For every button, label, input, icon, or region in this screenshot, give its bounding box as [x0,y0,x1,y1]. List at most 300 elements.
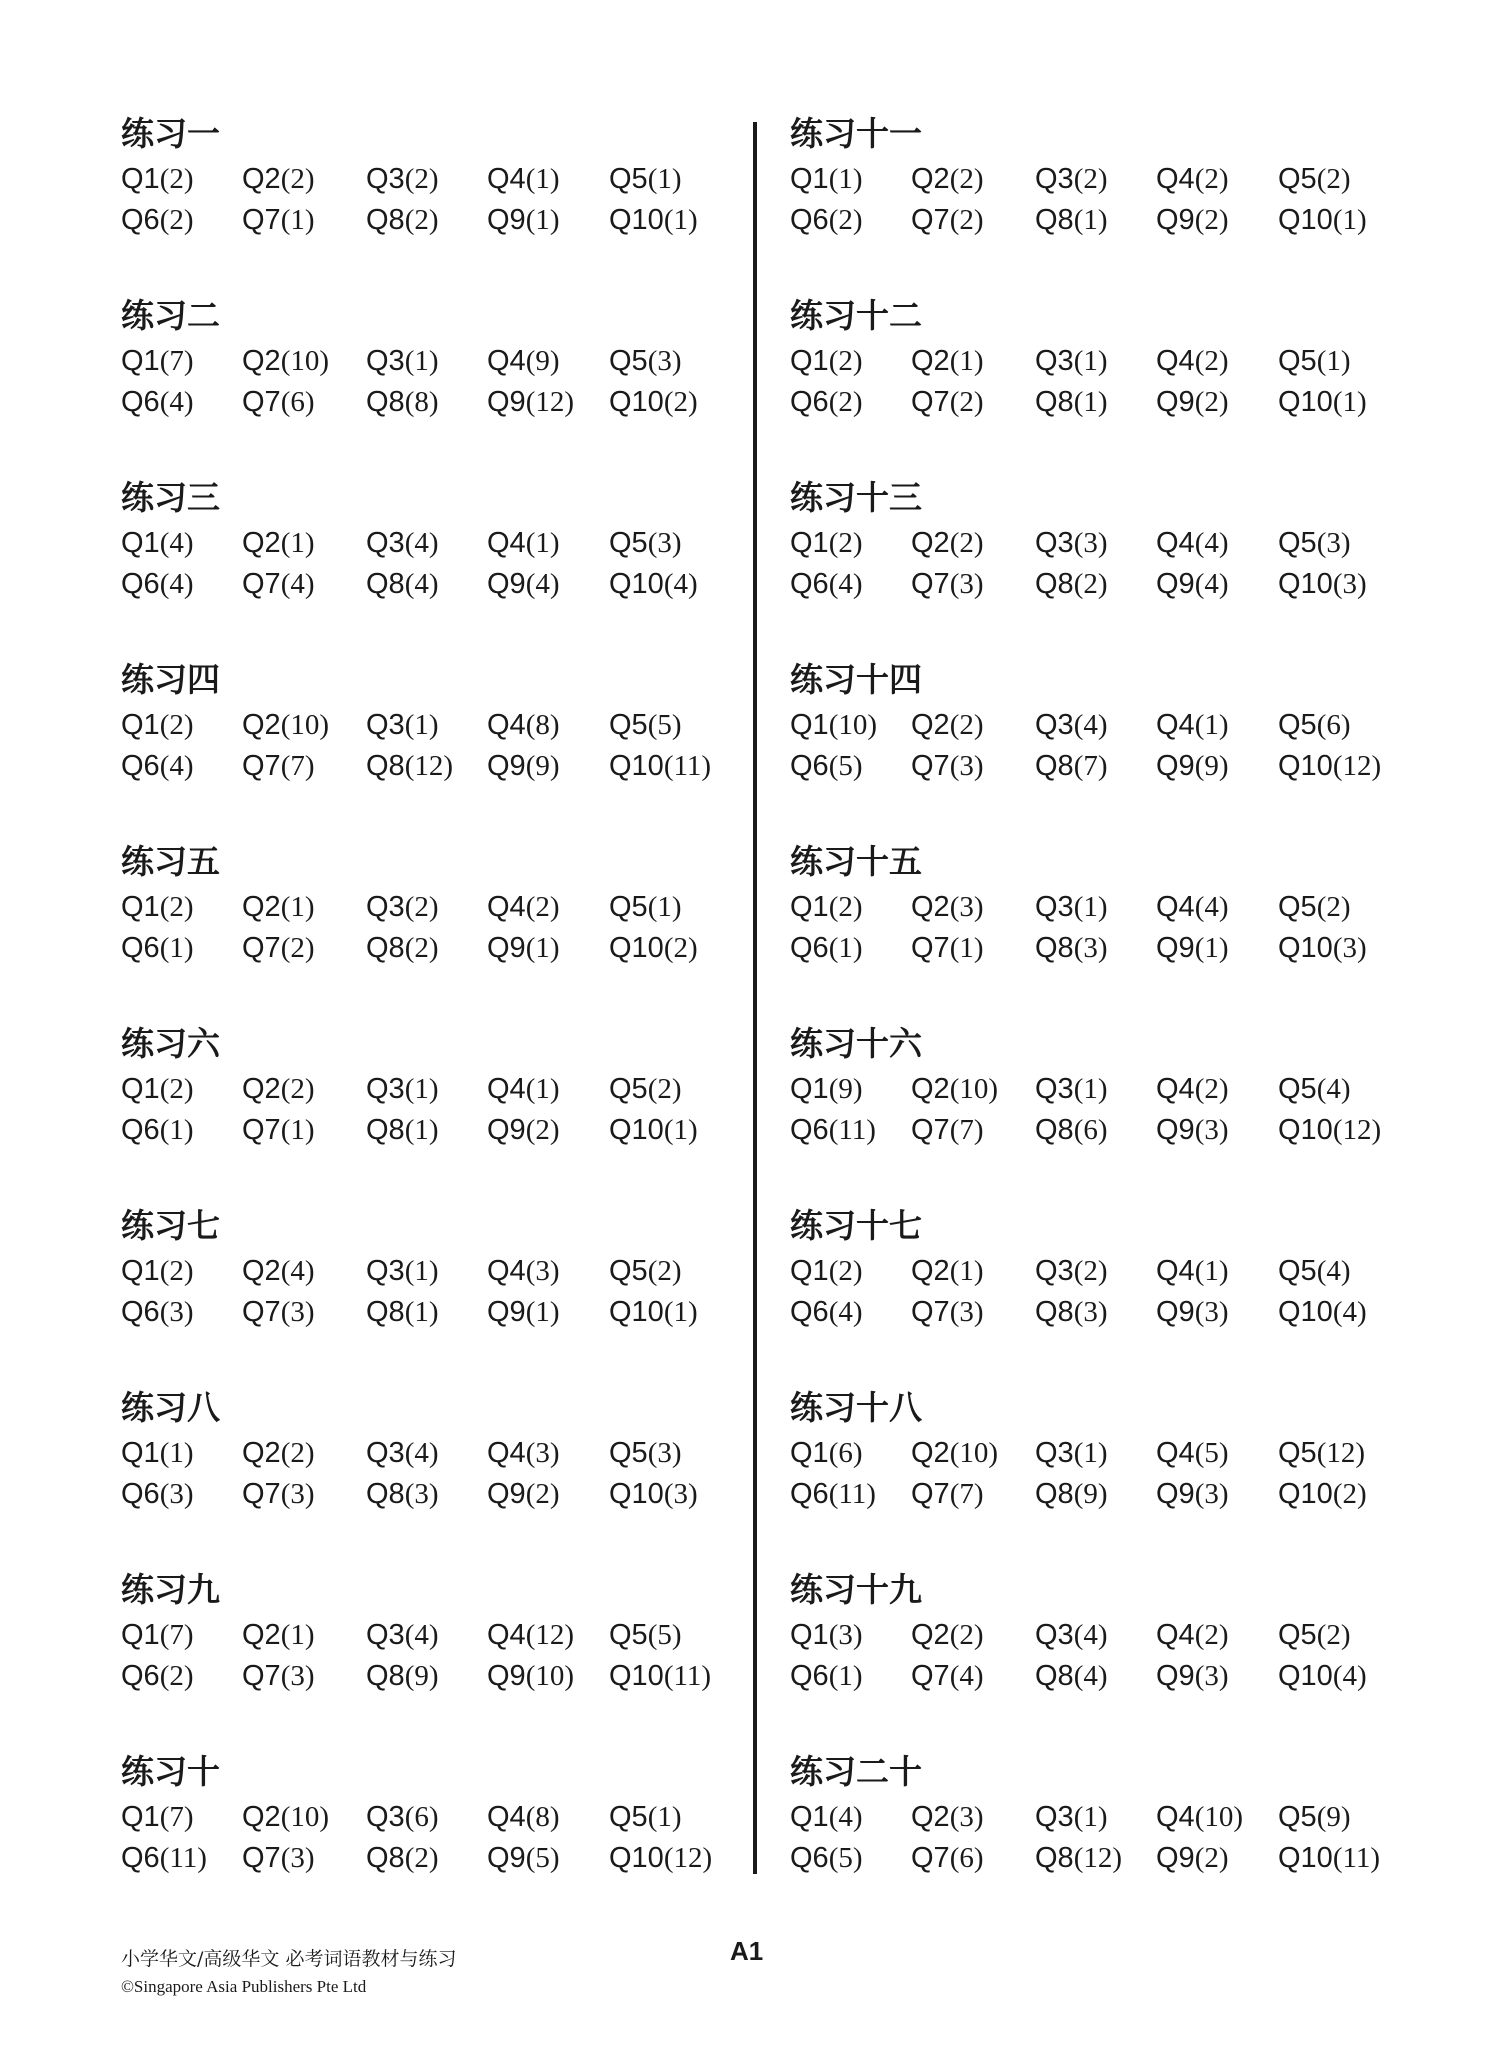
answer-cell [487,1291,609,1332]
answer-value: (2) [949,386,984,418]
answer-value: (5) [828,750,863,782]
question-label: Q8 [1035,1114,1074,1146]
question-label: Q1 [790,1801,829,1833]
question-label: Q1 [121,1619,160,1651]
answer-value: (8) [525,709,560,741]
exercise-block [121,110,761,292]
exercise-block [121,1020,761,1202]
answer-value: (1) [1194,1255,1229,1287]
question-label: Q1 [121,345,160,377]
exercise-title: 练习十九 [790,1570,922,1609]
question-label: Q8 [1035,750,1074,782]
answer-value: (4) [949,1660,984,1692]
answer-cell [366,340,487,381]
question-label: Q5 [1278,1073,1317,1105]
answer-grid [790,1068,1430,1150]
answer-value: (2) [280,163,315,195]
answer-cell [242,1291,366,1332]
answer-value: (1) [525,163,560,195]
question-label: Q4 [487,891,526,923]
question-label: Q6 [790,386,829,418]
answer-cell [121,158,242,199]
answer-cell [366,1655,487,1696]
question-label: Q1 [790,891,829,923]
answer-cell [242,199,366,240]
question-label: Q3 [1035,527,1074,559]
answer-value: (1) [1073,345,1108,377]
question-label: Q3 [366,1255,405,1287]
question-label: Q8 [366,1478,405,1510]
answer-value: (9) [525,345,560,377]
answer-value: (6) [404,1801,439,1833]
answer-value: (10) [280,709,330,741]
answer-value: (2) [280,1437,315,1469]
answer-value: (1) [828,1660,863,1692]
answer-cell [911,1432,1035,1473]
question-label: Q5 [609,163,648,195]
question-label: Q8 [1035,204,1074,236]
question-label: Q5 [609,1255,648,1287]
answer-value: (12) [1332,750,1382,782]
answer-value: (5) [525,1842,560,1874]
answer-cell [609,1614,730,1655]
answer-value: (1) [647,891,682,923]
answer-cell [1278,927,1399,968]
answer-value: (2) [1316,1619,1351,1651]
question-label: Q2 [911,709,950,741]
answer-cell [487,563,609,604]
answer-cell [790,340,911,381]
question-label: Q9 [487,204,526,236]
question-label: Q4 [1156,163,1195,195]
exercise-title: 练习九 [121,1570,220,1609]
question-label: Q10 [609,1842,664,1874]
answer-value: (4) [159,750,194,782]
question-label: Q1 [790,1437,829,1469]
question-label: Q1 [121,1801,160,1833]
answer-cell [242,522,366,563]
answer-value: (3) [1073,527,1108,559]
question-label: Q9 [1156,750,1195,782]
answer-cell [121,1250,242,1291]
answer-cell [790,1250,911,1291]
answer-cell [1035,563,1156,604]
answer-cell [1278,1068,1399,1109]
exercise-title: 练习十五 [790,842,922,881]
answer-cell [242,1614,366,1655]
answer-value: (7) [1073,750,1108,782]
answer-value: (1) [525,932,560,964]
question-label: Q8 [1035,1842,1074,1874]
answer-cell [1035,704,1156,745]
answer-value: (1) [663,1296,698,1328]
question-label: Q4 [487,1619,526,1651]
question-label: Q10 [1278,568,1333,600]
answer-cell [366,199,487,240]
answer-cell [366,1250,487,1291]
question-label: Q6 [121,568,160,600]
answer-value: (1) [1316,345,1351,377]
answer-value: (1) [159,1114,194,1146]
answer-grid [790,1250,1430,1332]
answer-cell [790,704,911,745]
answer-cell [366,1473,487,1514]
answer-value: (12) [404,750,454,782]
answer-grid [121,1796,761,1878]
answer-value: (1) [828,163,863,195]
question-label: Q5 [1278,891,1317,923]
answer-value: (10) [1194,1801,1244,1833]
answer-value: (2) [828,527,863,559]
question-label: Q4 [1156,709,1195,741]
answer-value: (6) [949,1842,984,1874]
answer-cell [1035,1109,1156,1150]
answer-cell [1156,1473,1278,1514]
answer-value: (4) [828,1801,863,1833]
answer-value: (3) [525,1255,560,1287]
answer-cell [121,522,242,563]
question-label: Q3 [366,163,405,195]
answer-value: (2) [1194,204,1229,236]
answer-value: (10) [280,345,330,377]
answer-value: (1) [1332,386,1367,418]
answer-cell [1278,745,1399,786]
answer-cell [609,381,730,422]
answer-cell [1035,1068,1156,1109]
answer-cell [242,1109,366,1150]
question-label: Q1 [121,527,160,559]
answer-value: (4) [1316,1073,1351,1105]
answer-value: (10) [280,1801,330,1833]
question-label: Q5 [609,1801,648,1833]
answer-cell [1278,1837,1399,1878]
answer-value: (1) [280,204,315,236]
question-label: Q7 [242,1296,281,1328]
exercise-block [790,110,1430,292]
answer-cell [1156,381,1278,422]
page-number: A1 [730,1936,764,1966]
answer-value: (1) [663,1114,698,1146]
answer-value: (2) [949,709,984,741]
answer-value: (2) [159,1073,194,1105]
answer-value: (2) [663,386,698,418]
answer-value: (2) [404,1842,439,1874]
answer-value: (3) [280,1296,315,1328]
exercise-title: 练习十七 [790,1206,922,1245]
answer-cell [1156,522,1278,563]
question-label: Q8 [1035,386,1074,418]
question-label: Q4 [487,1437,526,1469]
exercise-title: 练习十三 [790,478,922,517]
exercise-block [790,656,1430,838]
right-column [790,110,1430,1930]
answer-cell [487,886,609,927]
answer-grid [790,1614,1430,1696]
question-label: Q7 [242,1842,281,1874]
question-label: Q9 [487,932,526,964]
question-label: Q5 [609,527,648,559]
question-label: Q7 [911,1114,950,1146]
question-label: Q4 [487,1073,526,1105]
answer-cell [1035,522,1156,563]
answer-grid [790,1796,1430,1878]
question-label: Q7 [911,1660,950,1692]
answer-cell [609,1655,730,1696]
question-label: Q10 [609,568,664,600]
answer-cell [790,1432,911,1473]
answer-value: (4) [1194,527,1229,559]
answer-cell [1156,1250,1278,1291]
question-label: Q8 [366,1842,405,1874]
question-label: Q7 [911,568,950,600]
answer-value: (9) [1316,1801,1351,1833]
question-label: Q9 [1156,1842,1195,1874]
answer-cell [487,1837,609,1878]
exercise-block [121,1384,761,1566]
answer-value: (11) [828,1478,876,1510]
answer-grid [121,1614,761,1696]
answer-grid [790,340,1430,422]
exercise-title: 练习二 [121,296,220,335]
question-label: Q3 [1035,1255,1074,1287]
question-label: Q4 [487,163,526,195]
question-label: Q10 [1278,204,1333,236]
answer-cell [1278,1109,1399,1150]
answer-value: (4) [663,568,698,600]
question-label: Q10 [609,932,664,964]
question-label: Q2 [911,891,950,923]
question-label: Q6 [121,1296,160,1328]
answer-value: (4) [404,527,439,559]
question-label: Q7 [242,1114,281,1146]
answer-value: (1) [1073,1073,1108,1105]
question-label: Q5 [609,345,648,377]
answer-value: (4) [1332,1660,1367,1692]
answer-cell [121,1109,242,1150]
question-label: Q7 [242,204,281,236]
answer-value: (6) [1316,709,1351,741]
question-label: Q2 [911,527,950,559]
question-label: Q6 [790,750,829,782]
question-label: Q9 [487,750,526,782]
question-label: Q6 [790,932,829,964]
answer-cell [1035,886,1156,927]
question-label: Q9 [487,1842,526,1874]
answer-cell [121,704,242,745]
answer-cell [121,1614,242,1655]
exercise-title: 练习四 [121,660,220,699]
question-label: Q10 [609,1478,664,1510]
answer-grid [790,522,1430,604]
question-label: Q6 [121,1842,160,1874]
question-label: Q9 [1156,386,1195,418]
answer-cell [911,1614,1035,1655]
left-column [121,110,761,1930]
question-label: Q9 [487,1478,526,1510]
question-label: Q5 [1278,163,1317,195]
answer-cell [1156,1837,1278,1878]
answer-cell [1035,1473,1156,1514]
answer-cell [609,340,730,381]
answer-value: (2) [159,1660,194,1692]
question-label: Q6 [790,1478,829,1510]
answer-cell [790,745,911,786]
question-label: Q6 [121,932,160,964]
answer-value: (2) [828,1255,863,1287]
answer-cell [790,1473,911,1514]
answer-value: (11) [663,750,712,782]
question-label: Q2 [911,1437,950,1469]
question-label: Q5 [609,1437,648,1469]
question-label: Q1 [790,1619,829,1651]
question-label: Q4 [1156,1255,1195,1287]
answer-cell [366,563,487,604]
answer-value: (6) [1073,1114,1108,1146]
answer-cell [609,745,730,786]
answer-cell [790,158,911,199]
answer-cell [609,927,730,968]
answer-value: (7) [159,1801,194,1833]
question-label: Q1 [790,1255,829,1287]
answer-cell [366,745,487,786]
answer-cell [1035,199,1156,240]
answer-cell [242,886,366,927]
answer-value: (2) [525,891,560,923]
answer-cell [487,199,609,240]
question-label: Q6 [121,1660,160,1692]
answer-value: (2) [828,891,863,923]
answer-cell [1035,340,1156,381]
question-label: Q4 [487,1255,526,1287]
answer-value: (3) [647,1437,682,1469]
question-label: Q7 [242,568,281,600]
answer-value: (1) [404,1255,439,1287]
answer-value: (1) [647,1801,682,1833]
answer-cell [911,1250,1035,1291]
answer-cell [487,1796,609,1837]
exercise-title: 练习一 [121,114,220,153]
answer-value: (2) [404,932,439,964]
question-label: Q6 [790,1660,829,1692]
question-label: Q2 [242,1255,281,1287]
answer-cell [121,1068,242,1109]
question-label: Q7 [911,1478,950,1510]
answer-cell [790,381,911,422]
answer-value: (1) [280,1114,315,1146]
answer-value: (5) [1194,1437,1229,1469]
answer-value: (10) [525,1660,575,1692]
answer-value: (1) [1073,386,1108,418]
answer-value: (2) [1194,163,1229,195]
answer-cell [911,886,1035,927]
answer-value: (1) [1194,709,1229,741]
answer-grid [121,340,761,422]
question-label: Q7 [242,1478,281,1510]
answer-value: (3) [647,527,682,559]
answer-value: (7) [949,1114,984,1146]
answer-value: (2) [525,1478,560,1510]
question-label: Q3 [1035,709,1074,741]
question-label: Q4 [1156,1437,1195,1469]
answer-value: (3) [525,1437,560,1469]
answer-cell [242,563,366,604]
question-label: Q3 [366,1073,405,1105]
question-label: Q9 [1156,1478,1195,1510]
answer-value: (1) [1073,891,1108,923]
answer-value: (7) [949,1478,984,1510]
answer-cell [1278,1250,1399,1291]
answer-cell [911,158,1035,199]
answer-cell [790,1291,911,1332]
answer-value: (9) [828,1073,863,1105]
question-label: Q9 [487,1114,526,1146]
question-label: Q10 [609,1296,664,1328]
question-label: Q10 [1278,1842,1333,1874]
answer-cell [121,1432,242,1473]
answer-value: (4) [828,568,863,600]
answer-cell [487,340,609,381]
answer-value: (1) [949,1255,984,1287]
answer-cell [366,158,487,199]
question-label: Q7 [911,1842,950,1874]
answer-cell [1278,886,1399,927]
answer-cell [1035,1250,1156,1291]
answer-grid [121,1432,761,1514]
question-label: Q9 [487,568,526,600]
answer-value: (1) [159,1437,194,1469]
question-label: Q6 [790,1842,829,1874]
answer-value: (1) [1194,932,1229,964]
question-label: Q9 [487,1296,526,1328]
answer-value: (3) [280,1660,315,1692]
question-label: Q3 [1035,891,1074,923]
answer-cell [1278,340,1399,381]
answer-cell [790,927,911,968]
answer-cell [1035,927,1156,968]
answer-grid [790,1432,1430,1514]
answer-value: (6) [828,1437,863,1469]
answer-value: (2) [949,527,984,559]
answer-value: (3) [828,1619,863,1651]
answer-value: (3) [1194,1478,1229,1510]
answer-cell [609,199,730,240]
answer-value: (3) [1194,1660,1229,1692]
question-label: Q7 [911,386,950,418]
question-label: Q2 [242,1801,281,1833]
answer-cell [121,745,242,786]
answer-value: (2) [404,163,439,195]
answer-grid [790,886,1430,968]
answer-value: (3) [1073,932,1108,964]
answer-cell [609,704,730,745]
answer-cell [609,1250,730,1291]
answer-cell [487,1473,609,1514]
answer-cell [1156,886,1278,927]
answer-value: (4) [1073,1660,1108,1692]
answer-cell [242,340,366,381]
answer-cell [487,1068,609,1109]
answer-cell [1035,745,1156,786]
answer-cell [1278,1432,1399,1473]
question-label: Q8 [366,750,405,782]
answer-cell [609,1796,730,1837]
answer-value: (3) [949,750,984,782]
answer-value: (2) [828,386,863,418]
exercise-title: 练习八 [121,1388,220,1427]
answer-cell [366,1614,487,1655]
answer-cell [1156,340,1278,381]
answer-cell [1156,1614,1278,1655]
